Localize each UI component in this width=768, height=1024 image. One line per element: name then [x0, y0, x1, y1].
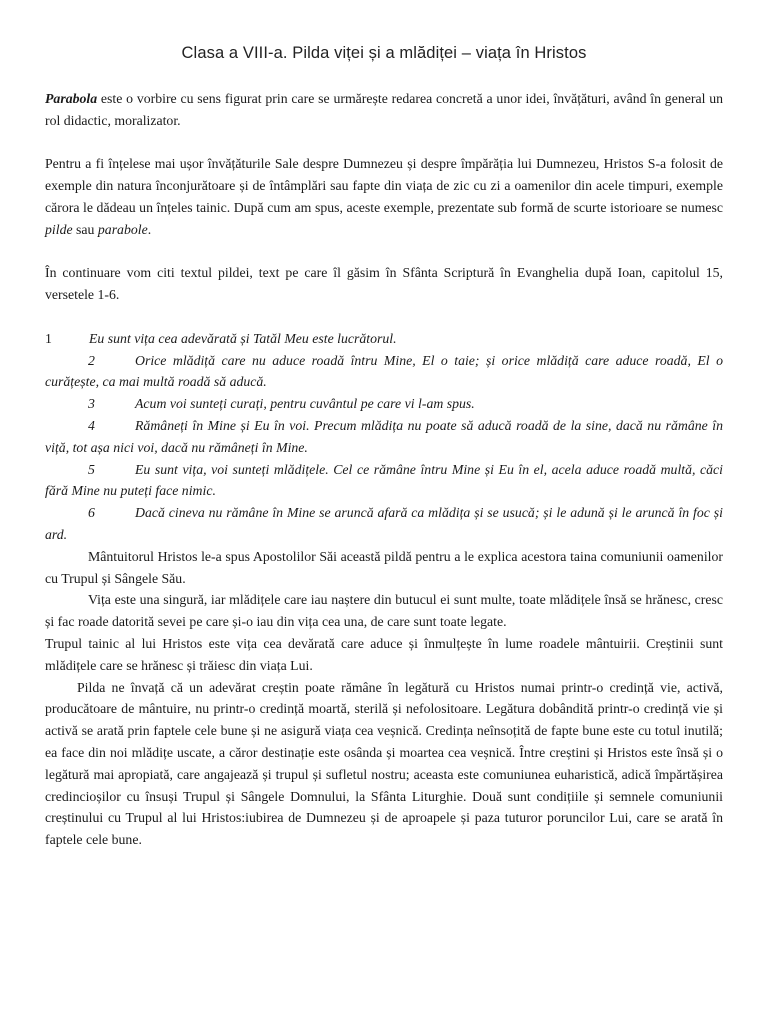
explanation-word-pilde: pilde [45, 221, 73, 237]
intro-term: Parabola [45, 91, 98, 106]
verse-text: Rămâneți în Mine și Eu în voi. Precum mlădița nu poate să aducă roadă de la sine, dacă nu rămâne în viță, tot așa nici voi, dacă nu rămâneți în Mine. [45, 417, 723, 455]
verse-text: Eu sunt vița, voi sunteți mlădițele. Cel ce rămâne întru Mine și Eu în el, acela aduce roadă multă, căci fără Mine nu puteți face nimic. [45, 461, 723, 499]
verse-item [45, 328, 723, 350]
verse-list [45, 328, 723, 546]
verse-number: 6 [88, 505, 95, 521]
explanation-paragraph [45, 153, 723, 240]
verse-number: 4 [88, 417, 95, 433]
verse-item [45, 502, 723, 546]
verse-item [45, 459, 723, 503]
document-body [45, 88, 723, 851]
intro-text: este o vorbire cu sens figurat prin care se urmărește redarea concretă a unor idei, învățături, având în general un rol didactic, moralizator. [45, 91, 723, 128]
verse-number: 2 [88, 352, 95, 368]
explanation-mid: sau [72, 221, 98, 237]
explanation-word-parabole: parabole [97, 221, 148, 237]
verse-item [45, 350, 723, 394]
intro-paragraph [45, 88, 723, 132]
reference-paragraph: În continuare vom citi textul pildei, text pe care îl găsim în Sfânta Scriptură în Evanghelia după Ioan, capitolul 15, versetele 1-6. [45, 265, 723, 303]
verse-item [45, 415, 723, 459]
document-title: Clasa a VIII-a. Pilda viței și a mlădiței – viața în Hristos [181, 44, 587, 62]
verse-text: Dacă cineva nu rămâne în Mine se aruncă afară ca mlădița și se usucă; și le adună și le aruncă în foc și ard. [45, 505, 723, 542]
verse-number: 3 [88, 396, 95, 412]
lesson-paragraph: Pilda ne învață că un adevărat creștin poate rămâne în legătură cu Hristos numai printr-o credință vie, activă, producătoare de mântuire, nu printr-o credință moartă, sterilă și nefolositoare. Legătura dobândită printr-o credință vie și activă se arată prin faptele cele bune și ne asigură viața cea veșnică. Credința neînsoțită de fapte bune este cu totul inutilă; ea face din noi mlădițe uscate, a căror destinație este osânda și moartea cea veșnică. Între creștini și Hristos este însă și o legătură mai apropiată, care angajează și trupul și sufletul nostru; aceasta este comuniunea euharistică, adică împărtășirea credincioșilor cu însuși Trupul și Sângele Domnului, la Sfânta Liturghie. Două sunt condițiile și semnele comuniunii creștinului cu Trupul al lui Hristos:iubirea de Dumnezeu și de aproapele și paza tuturor poruncilor Lui, care se arată în faptele cele bune. [45, 679, 723, 848]
verse-text: Acum voi sunteți curați, pentru cuvântul pe care vi l-am spus. [135, 396, 475, 412]
explanation-end: . [147, 221, 152, 237]
verse-number: 5 [88, 461, 95, 477]
verse-number: 1 [45, 330, 52, 346]
explanation-text: Pentru a fi înțelese mai ușor învățăturile Sale despre Dumnezeu și despre împărăția lui Dumnezeu, Hristos S-a folosit de exemple din natura înconjurătoare și de întâmplări sau fapte din viața de zic cu zi a oamenilor din acele timpuri, exemple cărora le dădeau un înțeles tainic. După cum am spus, aceste exemple, prezentate sub formă de scurte istorioare se numesc [45, 156, 723, 215]
verse-item [45, 393, 723, 415]
apostles-paragraph: Mântuitorul Hristos le-a spus Apostolilor Săi această pildă pentru a le explica acestora taina comuniunii oamenilor cu Trupul și Sângele Său. [45, 548, 723, 586]
verse-text: Eu sunt vița cea adevărată și Tatăl Meu este lucrătorul. [89, 330, 397, 346]
mystical-body-paragraph: Trupul tainic al lui Hristos este vița cea devărată care aduce și înmulțește în lume roadele mântuirii. Creștinii sunt mlădițele care se hrănesc și trăiesc din viața Lui. [45, 635, 723, 673]
verse-text: Orice mlădiță care nu aduce roadă întru Mine, El o taie; și orice mlădiță care aduce roadă, El o curățește, ca mai multă roadă să aducă. [45, 352, 723, 390]
vine-paragraph: Vița este una singură, iar mlădițele care iau naștere din butucul ei sunt multe, toate mlădițele însă se hrănesc, cresc și fac roade datorită sevei pe care și-o iau din vița cea una, de care sunt toate legate. [45, 592, 723, 630]
